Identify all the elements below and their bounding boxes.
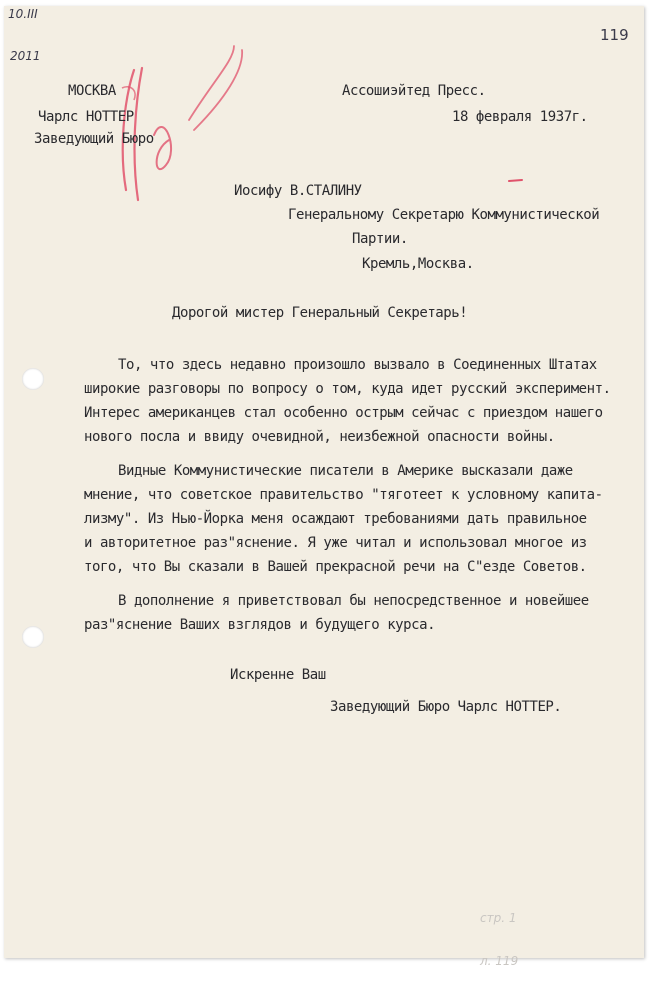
body-line: широкие разговоры по вопросу о том, куда идет русский эксперимент. [84,381,611,397]
body-line: и авторитетное раз"яснение. Я уже читал и использовал многое из [84,535,587,551]
letter-page [4,6,644,968]
margin-note-top: 10.III [8,7,38,21]
recipient-address: Кремль,Москва. [362,256,474,272]
punch-hole-bottom [22,626,44,648]
header-city: МОСКВА [68,83,116,99]
closing-line: Искренне Ваш [230,667,326,683]
body-line: раз"яснение Ваших взглядов и будущего курса. [84,617,436,633]
body-line: То, что здесь недавно произошло вызвало в Соединенных Штатах [118,357,597,373]
header-agency: Ассошиэйтед Пресс. [342,83,486,99]
salutation: Дорогой мистер Генеральный Секретарь! [172,305,468,321]
body-line: нового посла и ввиду очевидной, неизбежной опасности войны. [84,429,555,445]
header-sender-title: Заведующий Бюро [34,131,154,147]
header-date: 18 февраля 1937г. [452,109,588,125]
body-line: Видные Коммунистические писатели в Америке высказали даже [118,463,573,479]
recipient-title-line-2: Партии. [352,231,408,247]
recipient-title-line-1: Генеральному Секретарю Коммунистической [288,207,600,223]
recipient-name: Иосифу В.СТАЛИНУ [234,183,362,199]
body-line: В дополнение я приветствовал бы непосредственное и новейшее [118,593,589,609]
archive-page-number: 119 [600,26,629,44]
body-line: того, что Вы сказали в Вашей прекрасной речи на С"езде Советов. [84,559,587,575]
header-sender-name: Чарлс НОТТЕР [38,109,134,125]
body-line: мнение, что советское правительство "тяготеет к условному капита- [84,487,603,503]
body-line: Интерес американцев стал особенно острым сейчас с приездом нашего [84,405,603,421]
margin-note-bottom: 2011 [10,49,41,63]
closing-signature: Заведующий Бюро Чарлс НОТТЕР. [330,699,562,715]
punch-hole-top [22,368,44,390]
archive-stamp: стр. 1 л. 119 [480,910,519,968]
body-line: лизму". Из Нью-Йорка меня осаждают требованиями дать правильное [84,511,587,527]
red-pencil-tick [508,178,524,186]
